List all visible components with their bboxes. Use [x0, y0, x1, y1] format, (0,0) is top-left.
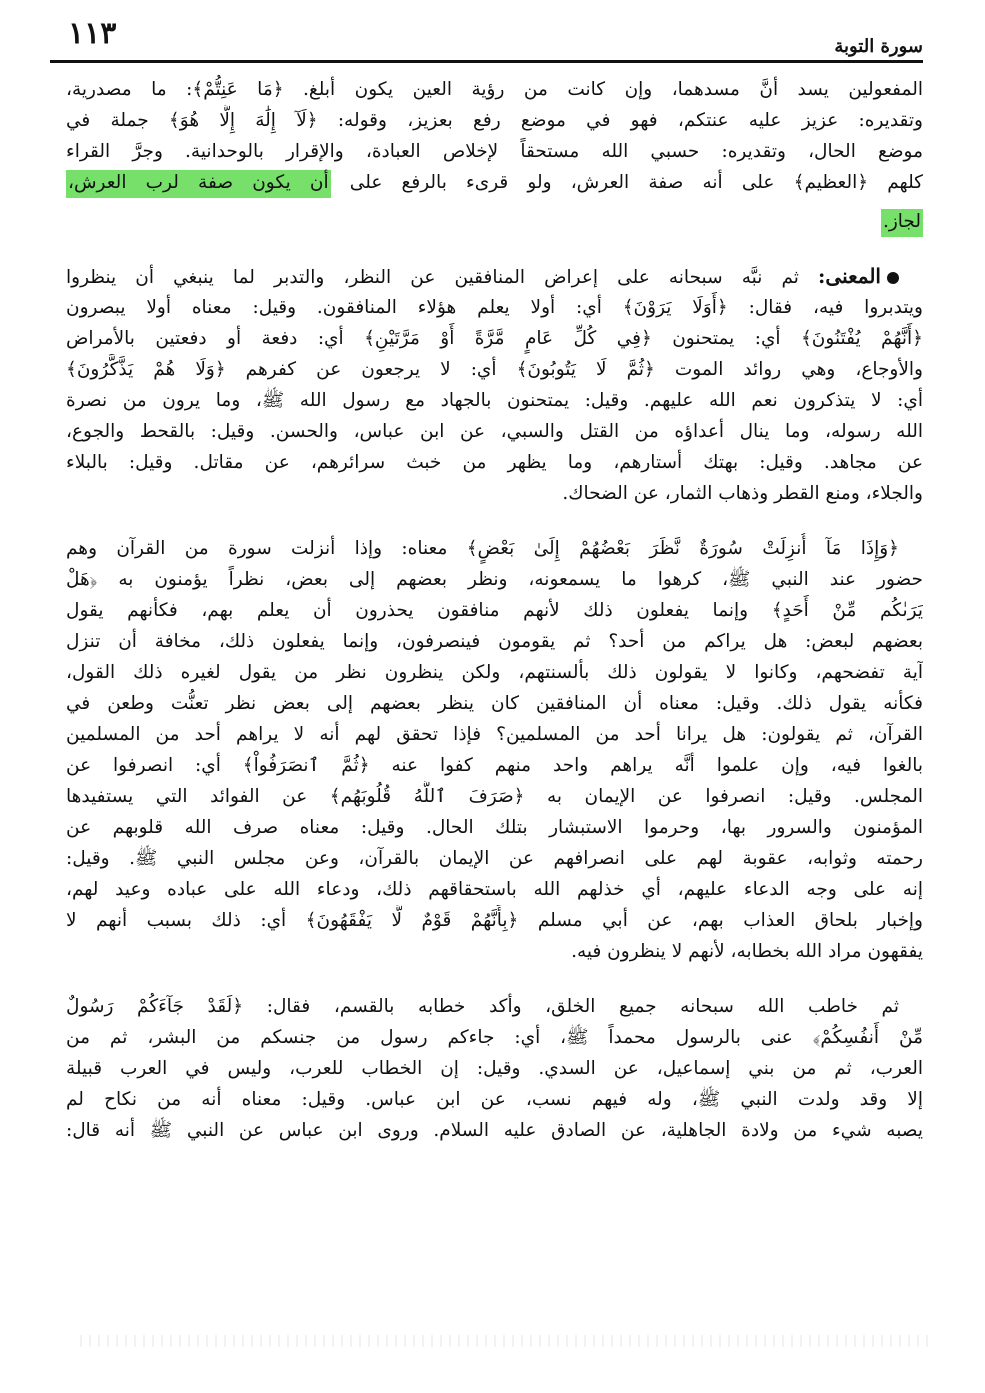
surah-title: سورة التوبة — [834, 36, 923, 57]
text-line: المؤمنون والسرور بها، وحرموا الاستبشار بتلك الحال. وقيل: معناه صرف الله قلوبهم عن — [66, 817, 923, 838]
text-line: فكأنه يقول ذلك. وقيل: معناه أن المنافقين كان ينظر بعضهم إلى بعض نظر تعنُّت وطعن في — [66, 693, 923, 714]
text-line: موضع الحال، وتقديره: حسبي الله مستحقاً لإخلاص العبادة، والإقرار بالوحدانية. وجرَّ القراء — [66, 141, 923, 162]
header-rule — [50, 60, 923, 63]
text-line — [66, 167, 923, 198]
text-line: ثم خاطب الله سبحانه جميع الخلق، وأكد خطابه بالقسم، فقال: ﴿لَقَدْ جَآءَكُمْ رَسُولٌ — [66, 996, 899, 1017]
text-segment: كلهم ﴿العظيم﴾ على أنه صفة العرش، ولو قرىء بالرفع على — [330, 172, 923, 193]
highlighted-text[interactable]: أن يكون صفة لرب العرش، — [66, 170, 331, 198]
highlighted-text[interactable]: لجاز. — [881, 209, 923, 237]
text-line — [66, 261, 923, 292]
text-line: يَرَىٰكُم مِّنْ أَحَدٍ﴾ وإنما يفعلون ذلك لأنهم منافقون يحذرون أن يعلم بهم، فكأنهم يقول — [66, 600, 923, 621]
page-body — [66, 74, 923, 1146]
text-line: بالغوا فيه، وإن علموا أنَّه يراهم واحد منهم كفوا عنه ﴿ثُمَّ ٱنصَرَفُواْ﴾ أي: انصرفوا عن — [66, 755, 923, 776]
text-line: يصبه شيء من ولادة الجاهلية، عن الصادق عليه السلام. وروى ابن عباس عن النبي ﷺ أنه قال: — [66, 1120, 923, 1141]
text-line: والجلاء، ومنع القطر وذهاب الثمار، عن الضحاك. — [562, 483, 923, 504]
text-line: العرب، ثم من بني إسماعيل، عن السدي. وقيل: إن الخطاب للعرب، وليس في العرب قبيلة — [66, 1058, 923, 1079]
text-line: المجلس. وقيل: انصرفوا عن الإيمان به ﴿صَرَفَ ٱللَّهُ قُلُوبَهُم﴾ عن الفوائد التي يستفيدها — [66, 786, 923, 807]
text-line: المفعولين يسد أنَّ مسدهما، وإن كانت من رؤية العين يكون أبلغ. ﴿مَا عَنِتُّمْ﴾: ما مصدرية، — [66, 79, 923, 100]
text-line: آية تفضحهم، وكانوا لا يقولون ذلك بألسنتهم، ولكن ينظرون نظر من يقول لغيره ذلك القول، — [66, 662, 923, 683]
scan-artifact — [80, 1335, 935, 1347]
section-label: المعنى: — [818, 264, 881, 288]
text-line — [66, 206, 923, 237]
text-line: وتقديره: عزيز عليه عنتكم، فهو في موضع رفع بعزيز، وقوله: ﴿لَآ إِلَٰهَ إِلَّا هُوَ﴾ جملة في — [66, 110, 923, 131]
paragraph-grammar — [66, 74, 923, 237]
text-line: وإخبار بلحاق العذاب بهم، عن أبي مسلم ﴿بِأَنَّهُمْ قَوْمٌ لَّا يَفْقَهُونَ﴾ أي: ذلك بسبب أنهم لا — [66, 910, 923, 931]
paragraph-verse-127 — [66, 533, 923, 967]
text-segment: ثم نبَّه سبحانه على إعراض المنافقين عن النظر، والتدبر لما ينبغي أن ينظروا — [66, 267, 799, 288]
text-line: ويتدبروا فيه، فقال: ﴿أَوَلَا يَرَوْنَ﴾ أي: أولا يعلم هؤلاء المنافقون. وقيل: معناه أولا يبصرون — [66, 297, 923, 318]
text-line: إنه على وجه الدعاء عليهم، أي خذلهم الله باستحقاقهم ذلك، ودعاء الله على عباده وعيد لهم، — [66, 879, 923, 900]
paragraph-meaning — [66, 261, 923, 509]
text-line: والأوجاع، وهي روائد الموت ﴿ثُمَّ لَا يَتُوبُونَ﴾ أي: لا يرجعون عن كفرهم ﴿وَلَا هُمْ يَذَّكَّرُونَ﴾ — [66, 359, 923, 380]
text-line: إلا وقد ولدت النبي ﷺ، وله فيهم نسب، عن ابن عباس. وقيل: معناه أنه من نكاح لم — [66, 1089, 923, 1110]
text-line: عن مجاهد. وقيل: بهتك أستارهم، وما يظهر من خبث سرائرهم، عن مقاتل. وقيل: بالبلاء — [66, 452, 923, 473]
page-number: ١١٣ — [68, 16, 117, 51]
text-line: القرآن، ثم يقولون: هل يرانا أحد من المسلمين؟ فإذا تحقق لهم أنه لا يراهم أحد من المسلمين — [66, 724, 923, 745]
text-line: بعضهم لبعض: هل يراكم من أحد؟ ثم يقومون فينصرفون، وإنما يفعلون ذلك، مخافة أن تنزل — [66, 631, 923, 652]
text-line: أي: لا يتذكرون نعم الله عليهم. وقيل: يمتحنون بالجهاد مع رسول الله ﷺ، وما يرون من نصرة — [66, 390, 923, 411]
text-line: الله رسوله، وما ينال أعداؤه من القتل والسبي، عن ابن عباس، والحسن. وقيل: بالقحط والجوع، — [66, 421, 923, 442]
text-line: ﴿وَإِذَا مَآ أُنزِلَتْ سُورَةٌ نَّظَرَ بَعْضُهُمْ إِلَىٰ بَعْضٍ﴾ معناه: وإذا أنزلت سورة من القرآن وهم — [66, 538, 899, 559]
text-line: ﴿أَنَّهُمْ يُفْتَنُونَ﴾ أي: يمتحنون ﴿فِي كُلِّ عَامٍ مَّرَّةً أَوْ مَرَّتَيْنِ﴾ أي: دفعة أو دفعتين بالأمراض — [66, 328, 923, 349]
text-line: رحمته وثوابه، عقوبة لهم على انصرافهم عن الإيمان بالقرآن، وعن مجلس النبي ﷺ. وقيل: — [66, 848, 923, 869]
page-header — [62, 10, 923, 62]
text-line: يفقهون مراد الله بخطابه، لأنهم لا ينظرون فيه. — [571, 941, 923, 962]
text-line: حضور عند النبي ﷺ، كرهوا ما يسمعونه، ونظر بعضهم إلى بعض، نظراً يؤمنون به ﴿هَلْ — [66, 569, 923, 590]
paragraph-verse-128 — [66, 991, 923, 1146]
text-line: مِّنْ أَنفُسِكُمْ﴾ عنى بالرسول محمداً ﷺ، أي: جاءكم رسول من جنسكم من البشر، ثم من — [66, 1027, 923, 1048]
bullet-icon — [887, 272, 899, 284]
